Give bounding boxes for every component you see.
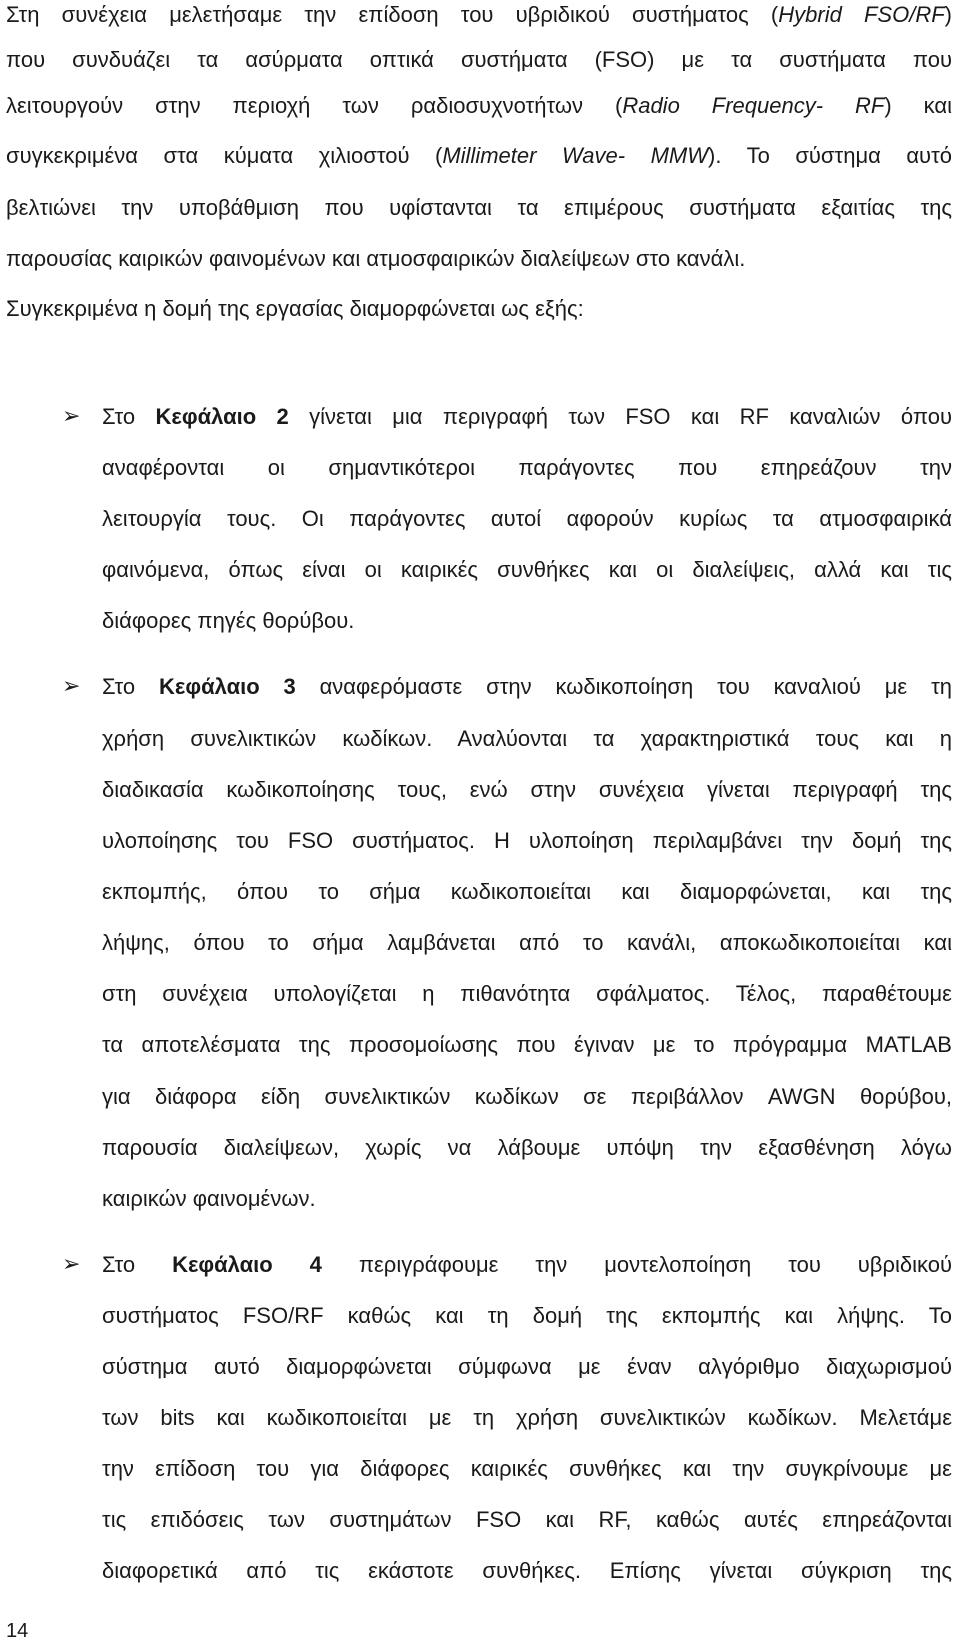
chapter3-line-1 (102, 672, 952, 702)
arrowhead-bullet-icon: ➢ (62, 404, 81, 429)
chapter-reference: Κεφάλαιο 2 (155, 404, 289, 429)
chapter4-line-7: διαφορετικά από τις εκάστοτε συνθήκες. Επίσης γίνεται σύγκριση της (102, 1558, 952, 1583)
chapter2-line-3: λειτουργία τους. Οι παράγοντες αυτοί αφορούν κυρίως τα ατμοσφαιρικά (102, 506, 952, 531)
chapter2-line-4: φαινόμενα, όπως είναι οι καιρικές συνθήκες και οι διαλείψεις, αλλά και τις (102, 557, 952, 582)
intro-line-5: βελτιώνει την υποβάθμιση που υφίστανται τα επιμέρους συστήματα εξαιτίας της (6, 195, 952, 220)
chapter4-line-2: συστήματος FSO/RF καθώς και τη δομή της εκπομπής και λήψης. Το (102, 1303, 952, 1328)
chapter3-line-11: καιρικών φαινομένων. (102, 1186, 316, 1211)
text-run: συγκεκριμένα στα κύματα χιλιοστού ( (6, 143, 443, 168)
arrowhead-bullet-icon: ➢ (62, 674, 81, 699)
text-run: λειτουργούν στην περιοχή των ραδιοσυχνοτήτων ( (6, 93, 623, 118)
chapter3-line-8: τα αποτελέσματα της προσομοίωσης που έγιναν με το πρόγραμμα MATLAB (102, 1032, 952, 1057)
chapter4-line-3: σύστημα αυτό διαμορφώνεται σύμφωνα με έναν αλγόριθμο διαχωρισμού (102, 1354, 952, 1379)
arrowhead-bullet-icon: ➢ (62, 1252, 81, 1277)
page-number: 14 (6, 1620, 29, 1642)
chapter3-line-10: παρουσία διαλείψεων, χωρίς να λάβουμε υπόψη την εξασθένηση λόγω (102, 1135, 952, 1160)
chapter-reference: Κεφάλαιο 4 (172, 1252, 322, 1277)
chapter3-line-6: λήψης, όπου το σήμα λαμβάνεται από το κανάλι, αποκωδικοποιείται και (102, 930, 952, 955)
chapter3-line-9: για διάφορα είδη συνελικτικών κωδίκων σε περιβάλλον AWGN θορύβου, (102, 1084, 952, 1109)
intro-line-6: παρουσίας καιρικών φαινομένων και ατμοσφαιρικών διαλείψεων στο κανάλι. (6, 246, 746, 271)
text-run: Στο (102, 404, 156, 429)
intro-line-3 (6, 91, 952, 121)
text-run: Στο (102, 1252, 173, 1277)
text-run: ) (944, 2, 952, 27)
chapter4-line-6: τις επιδόσεις των συστημάτων FSO και RF, καθώς αυτές επηρεάζονται (102, 1507, 952, 1532)
text-run: Στη συνέχεια μελετήσαμε την επίδοση του υβριδικού συστήματος ( (6, 2, 779, 27)
chapter3-line-3: διαδικασία κωδικοποίησης τους, ενώ στην συνέχεια γίνεται περιγραφή της (102, 777, 952, 802)
intro-line-4 (6, 141, 952, 171)
text-run: γίνεται μια περιγραφή των FSO και RF καναλιών όπου (288, 404, 952, 429)
chapter4-line-4: των bits και κωδικοποιείται με τη χρήση συνελικτικών κωδίκων. Μελετάμε (102, 1405, 952, 1430)
text-run: ) και (884, 93, 952, 118)
chapter3-line-4: υλοποίησης του FSO συστήματος. Η υλοποίηση περιλαμβάνει την δομή της (102, 828, 952, 853)
chapter3-line-2: χρήση συνελικτικών κωδίκων. Αναλύονται τα χαρακτηριστικά τους και η (102, 726, 952, 751)
chapter4-line-5: την επίδοση του για διάφορες καιρικές συνθήκες και την συγκρίνουμε με (102, 1456, 952, 1481)
intro-line-2: που συνδυάζει τα ασύρματα οπτικά συστήματα (FSO) με τα συστήματα που (6, 47, 952, 72)
chapter2-line-2: αναφέρονται οι σημαντικότεροι παράγοντες που επηρεάζουν την (102, 455, 952, 480)
chapter2-line-1 (102, 402, 952, 432)
chapter-reference: Κεφάλαιο 3 (159, 674, 296, 699)
chapter4-line-1 (102, 1250, 952, 1280)
italic-term: Millimeter Wave- MMW (442, 143, 709, 168)
text-run: Στο (102, 674, 160, 699)
chapter3-line-7: στη συνέχεια υπολογίζεται η πιθανότητα σφάλματος. Τέλος, παραθέτουμε (102, 981, 952, 1006)
italic-term: Hybrid FSO/RF (778, 2, 945, 27)
chapter3-line-5: εκπομπής, όπου το σήμα κωδικοποιείται και διαμορφώνεται, και της (102, 879, 952, 904)
text-run: αναφερόμαστε στην κωδικοποίηση του καναλιού με τη (295, 674, 952, 699)
chapter2-line-5: διάφορες πηγές θορύβου. (102, 608, 355, 633)
italic-term: Radio Frequency- RF (622, 93, 885, 118)
intro-line-7: Συγκεκριμένα η δομή της εργασίας διαμορφώνεται ως εξής: (6, 296, 584, 321)
text-run: περιγράφουμε την μοντελοποίηση του υβριδικού (321, 1252, 952, 1277)
text-run: ). Το σύστημα αυτό (708, 143, 952, 168)
intro-line-1 (6, 0, 952, 30)
